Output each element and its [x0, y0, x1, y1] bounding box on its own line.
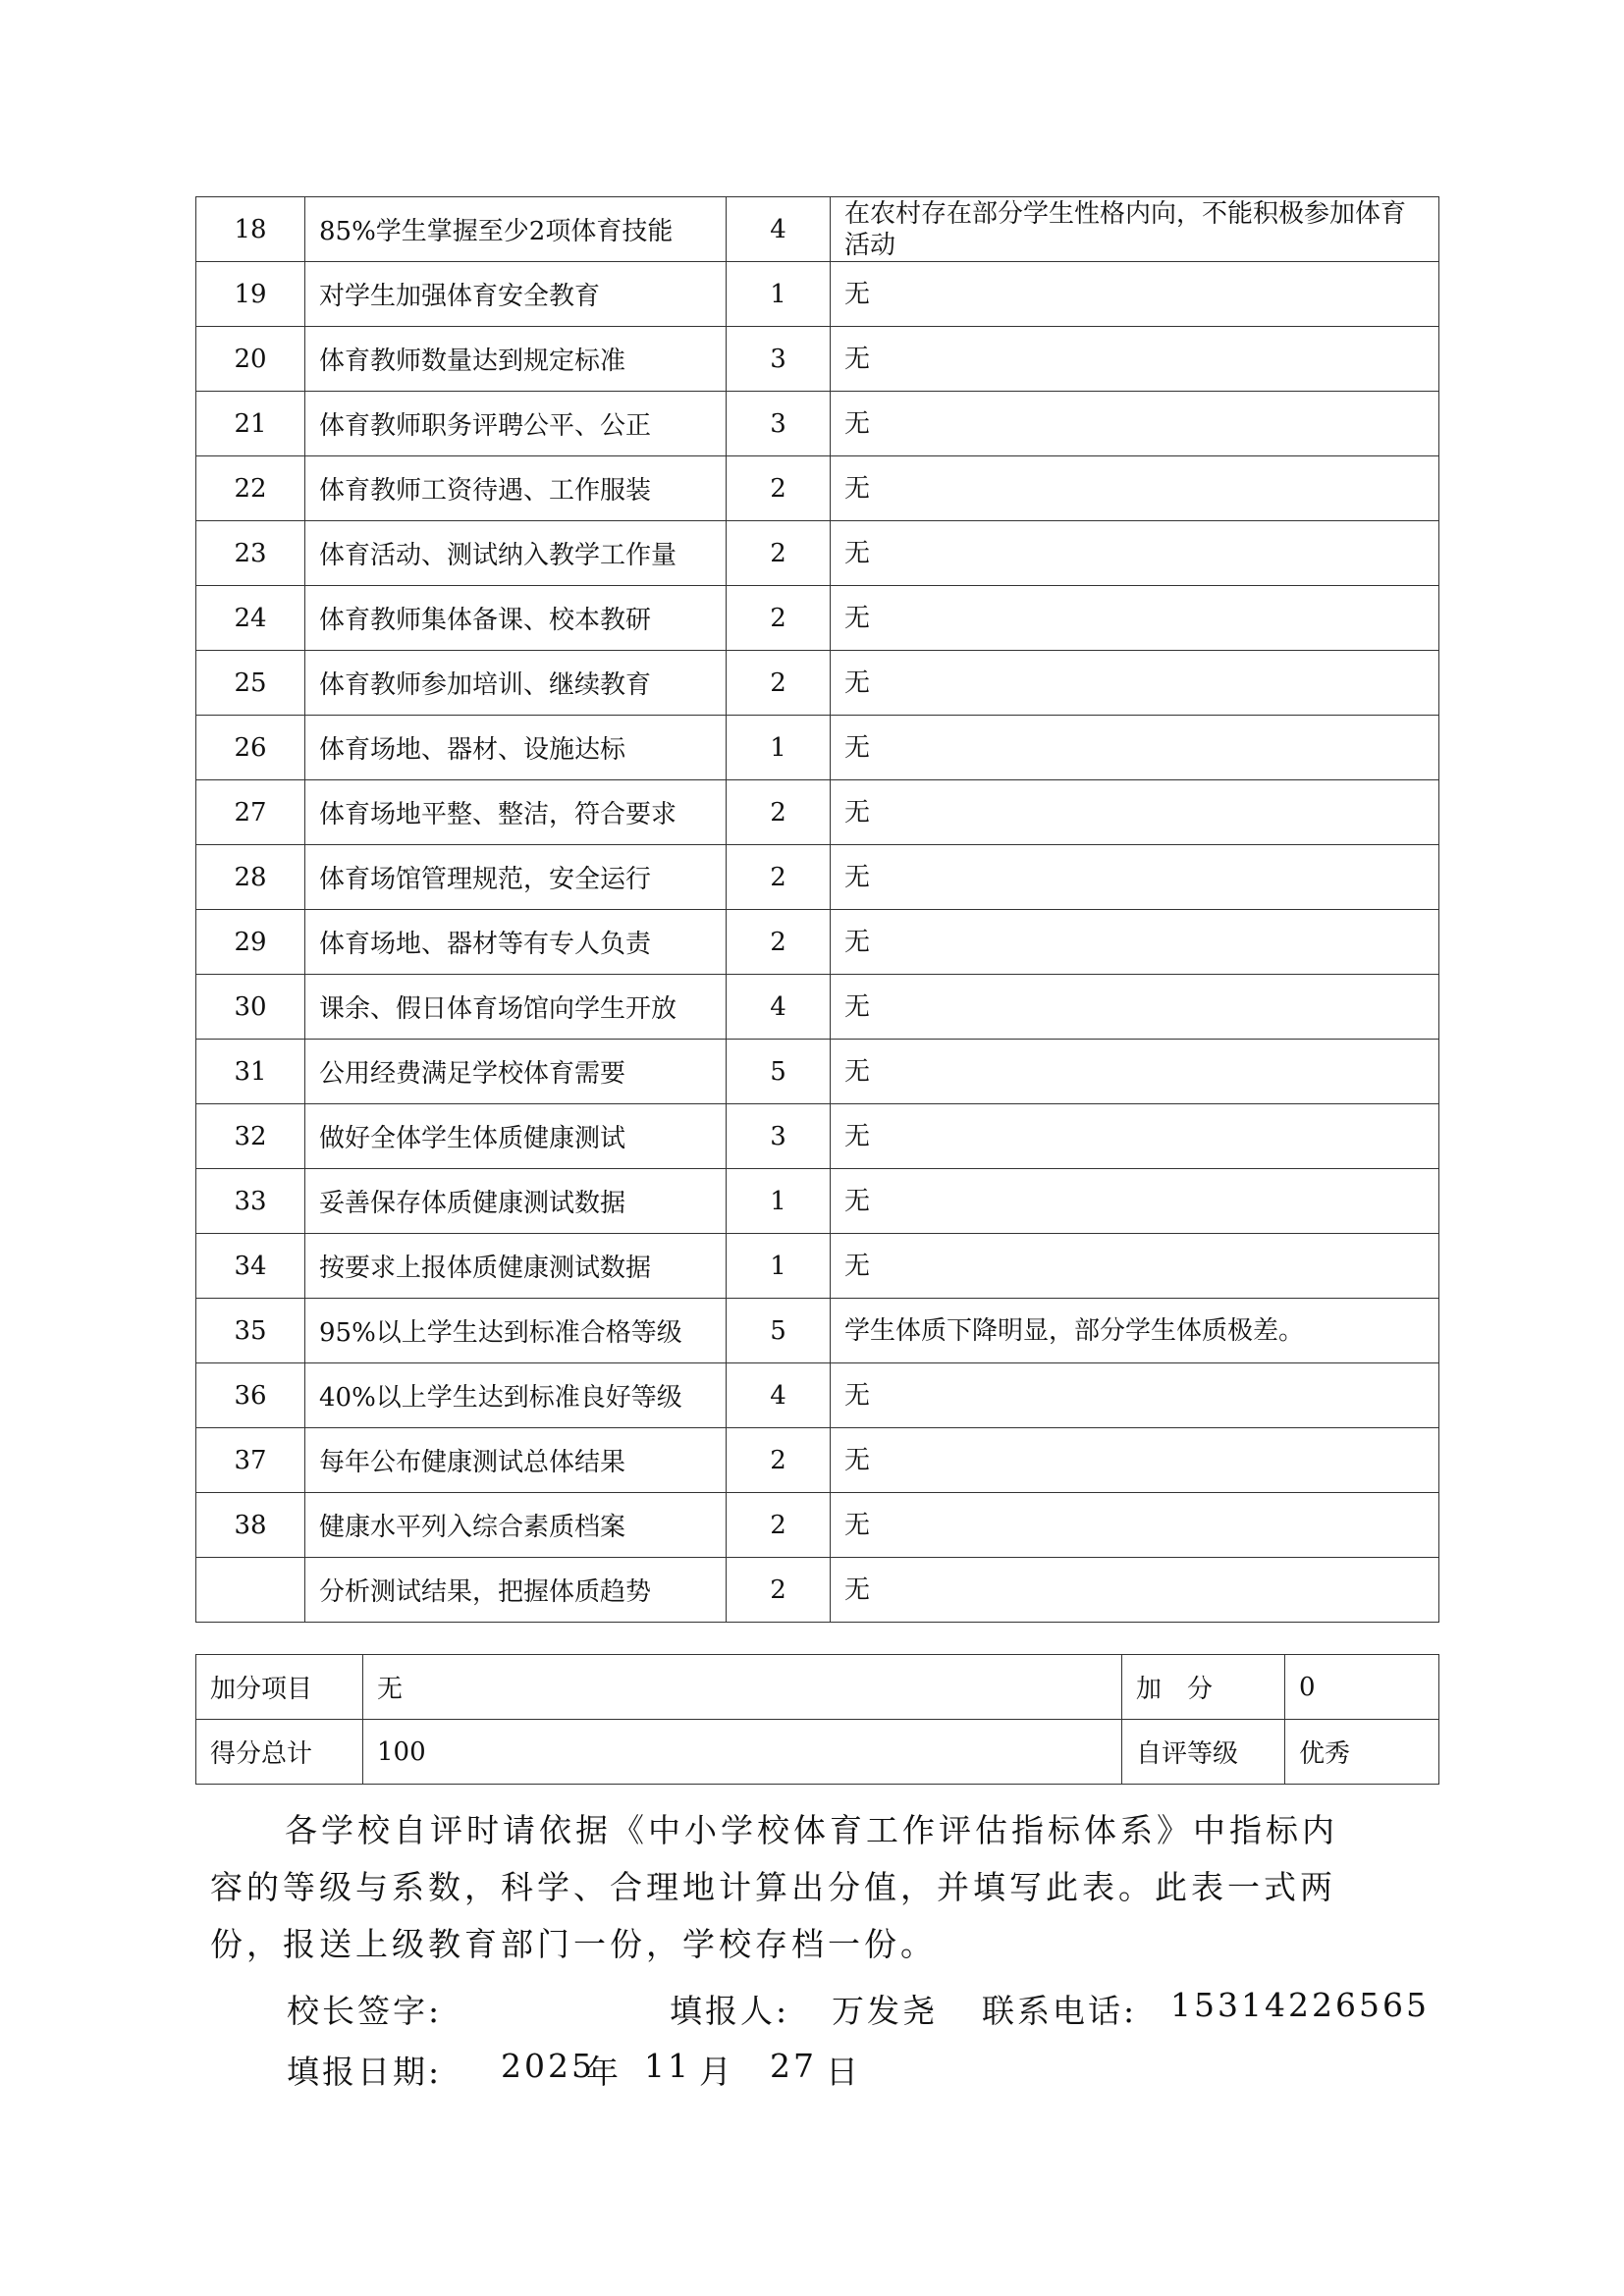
row-score: 2	[727, 1428, 831, 1493]
row-score: 1	[727, 1234, 831, 1299]
row-item: 95%以上学生达到标准合格等级	[305, 1299, 727, 1363]
row-item: 分析测试结果，把握体质趋势	[305, 1558, 727, 1623]
row-item: 体育活动、测试纳入教学工作量	[305, 521, 727, 586]
table-row	[196, 1040, 1439, 1104]
row-score: 4	[727, 975, 831, 1040]
evaluation-table	[195, 196, 1439, 1623]
row-remark: 无	[831, 910, 1439, 975]
row-item: 85%学生掌握至少2项体育技能	[305, 197, 727, 262]
row-number: 24	[196, 586, 305, 651]
phone-label: 联系电话:	[982, 1992, 1138, 2030]
row-remark: 无	[831, 1428, 1439, 1493]
row-remark: 无	[831, 651, 1439, 716]
table-row	[196, 327, 1439, 392]
row-score: 2	[727, 845, 831, 910]
table-row	[196, 262, 1439, 327]
row-score: 3	[727, 1104, 831, 1169]
row-item: 体育场馆管理规范，安全运行	[305, 845, 727, 910]
table-row	[196, 456, 1439, 521]
row-number: 30	[196, 975, 305, 1040]
row-number: 27	[196, 780, 305, 845]
row-number: 23	[196, 521, 305, 586]
grade-value: 优秀	[1285, 1720, 1439, 1785]
table-row	[196, 975, 1439, 1040]
date-month: 11	[644, 2047, 691, 2085]
row-number: 37	[196, 1428, 305, 1493]
row-number: 28	[196, 845, 305, 910]
row-score: 3	[727, 392, 831, 456]
table-row	[196, 586, 1439, 651]
instruction-line: 容的等级与系数，科学、合理地计算出分值，并填写此表。此表一式两	[210, 1868, 1336, 1906]
table-row	[196, 910, 1439, 975]
row-item: 40%以上学生达到标准良好等级	[305, 1363, 727, 1428]
row-score: 1	[727, 716, 831, 780]
row-number: 38	[196, 1493, 305, 1558]
row-item: 对学生加强体育安全教育	[305, 262, 727, 327]
row-score: 2	[727, 910, 831, 975]
row-item: 体育教师职务评聘公平、公正	[305, 392, 727, 456]
bonus-row	[196, 1655, 1439, 1720]
row-score: 4	[727, 1363, 831, 1428]
row-remark: 无	[831, 392, 1439, 456]
row-item: 体育场地、器材、设施达标	[305, 716, 727, 780]
row-remark: 无	[831, 586, 1439, 651]
row-number: 18	[196, 197, 305, 262]
row-number: 33	[196, 1169, 305, 1234]
bonus-label: 加分项目	[196, 1655, 363, 1720]
total-row	[196, 1720, 1439, 1785]
row-item: 每年公布健康测试总体结果	[305, 1428, 727, 1493]
row-score: 2	[727, 521, 831, 586]
row-number: 21	[196, 392, 305, 456]
row-remark: 无	[831, 975, 1439, 1040]
row-remark: 无	[831, 1234, 1439, 1299]
row-number: 32	[196, 1104, 305, 1169]
row-remark: 无	[831, 716, 1439, 780]
row-item: 健康水平列入综合素质档案	[305, 1493, 727, 1558]
phone-number: 15314226565	[1170, 1986, 1430, 2024]
row-item: 体育教师数量达到规定标准	[305, 327, 727, 392]
row-number: 22	[196, 456, 305, 521]
date-label: 填报日期:	[287, 2053, 443, 2091]
row-remark: 无	[831, 1040, 1439, 1104]
table-row	[196, 780, 1439, 845]
row-remark: 无	[831, 1493, 1439, 1558]
row-number: 31	[196, 1040, 305, 1104]
instruction-line: 各学校自评时请依据《中小学校体育工作评估指标体系》中指标内	[285, 1811, 1338, 1849]
row-score: 1	[727, 262, 831, 327]
row-score: 2	[727, 1558, 831, 1623]
filler-label: 填报人:	[670, 1992, 790, 2030]
table-row	[196, 1169, 1439, 1234]
row-item: 体育场地平整、整洁，符合要求	[305, 780, 727, 845]
total-label: 得分总计	[196, 1720, 363, 1785]
table-row	[196, 1363, 1439, 1428]
row-number: 36	[196, 1363, 305, 1428]
table-row	[196, 521, 1439, 586]
row-item: 体育教师工资待遇、工作服装	[305, 456, 727, 521]
row-number	[196, 1558, 305, 1623]
grade-label: 自评等级	[1122, 1720, 1285, 1785]
row-number: 20	[196, 327, 305, 392]
table-row	[196, 392, 1439, 456]
row-item: 做好全体学生体质健康测试	[305, 1104, 727, 1169]
summary-table	[195, 1654, 1439, 1785]
row-remark: 无	[831, 521, 1439, 586]
row-score: 1	[727, 1169, 831, 1234]
row-number: 35	[196, 1299, 305, 1363]
row-remark: 无	[831, 327, 1439, 392]
instruction-paragraph	[210, 1802, 1437, 1973]
table-row	[196, 651, 1439, 716]
table-row	[196, 197, 1439, 262]
date-year-unit: 年	[586, 2053, 622, 2091]
row-item: 按要求上报体质健康测试数据	[305, 1234, 727, 1299]
row-remark: 无	[831, 1363, 1439, 1428]
bonus-value: 无	[363, 1655, 1122, 1720]
date-day: 27	[770, 2047, 817, 2085]
table-row	[196, 1234, 1439, 1299]
table-row	[196, 1299, 1439, 1363]
row-item: 公用经费满足学校体育需要	[305, 1040, 727, 1104]
row-number: 19	[196, 262, 305, 327]
table-row	[196, 1104, 1439, 1169]
date-year: 2025	[501, 2047, 595, 2085]
table-row	[196, 1558, 1439, 1623]
row-item: 妥善保存体质健康测试数据	[305, 1169, 727, 1234]
date-month-unit: 月	[699, 2053, 734, 2091]
filler-name: 万发尧	[832, 1992, 938, 2030]
row-score: 5	[727, 1040, 831, 1104]
row-item: 体育教师参加培训、继续教育	[305, 651, 727, 716]
row-number: 34	[196, 1234, 305, 1299]
row-remark: 无	[831, 1558, 1439, 1623]
table-row	[196, 845, 1439, 910]
evaluation-table-body	[196, 197, 1439, 1623]
row-remark: 学生体质下降明显，部分学生体质极差。	[831, 1299, 1439, 1363]
table-row	[196, 1493, 1439, 1558]
bonus-score-label: 加 分	[1122, 1655, 1285, 1720]
row-score: 2	[727, 456, 831, 521]
row-item: 体育场地、器材等有专人负责	[305, 910, 727, 975]
row-number: 26	[196, 716, 305, 780]
instruction-line: 份，报送上级教育部门一份，学校存档一份。	[210, 1925, 937, 1963]
date-day-unit: 日	[826, 2053, 861, 2091]
row-score: 2	[727, 780, 831, 845]
row-score: 4	[727, 197, 831, 262]
row-remark: 无	[831, 1104, 1439, 1169]
row-score: 2	[727, 651, 831, 716]
row-item: 体育教师集体备课、校本教研	[305, 586, 727, 651]
row-remark: 无	[831, 262, 1439, 327]
bonus-score-value: 0	[1285, 1655, 1439, 1720]
row-score: 2	[727, 586, 831, 651]
total-value: 100	[363, 1720, 1122, 1785]
row-remark: 在农村存在部分学生性格内向，不能积极参加体育活动	[831, 197, 1439, 262]
principal-signature-label: 校长签字:	[287, 1992, 443, 2030]
row-remark: 无	[831, 456, 1439, 521]
table-row	[196, 1428, 1439, 1493]
row-number: 29	[196, 910, 305, 975]
row-score: 5	[727, 1299, 831, 1363]
table-row	[196, 716, 1439, 780]
row-score: 3	[727, 327, 831, 392]
row-score: 2	[727, 1493, 831, 1558]
row-remark: 无	[831, 845, 1439, 910]
row-item: 课余、假日体育场馆向学生开放	[305, 975, 727, 1040]
row-number: 25	[196, 651, 305, 716]
row-remark: 无	[831, 780, 1439, 845]
row-remark: 无	[831, 1169, 1439, 1234]
